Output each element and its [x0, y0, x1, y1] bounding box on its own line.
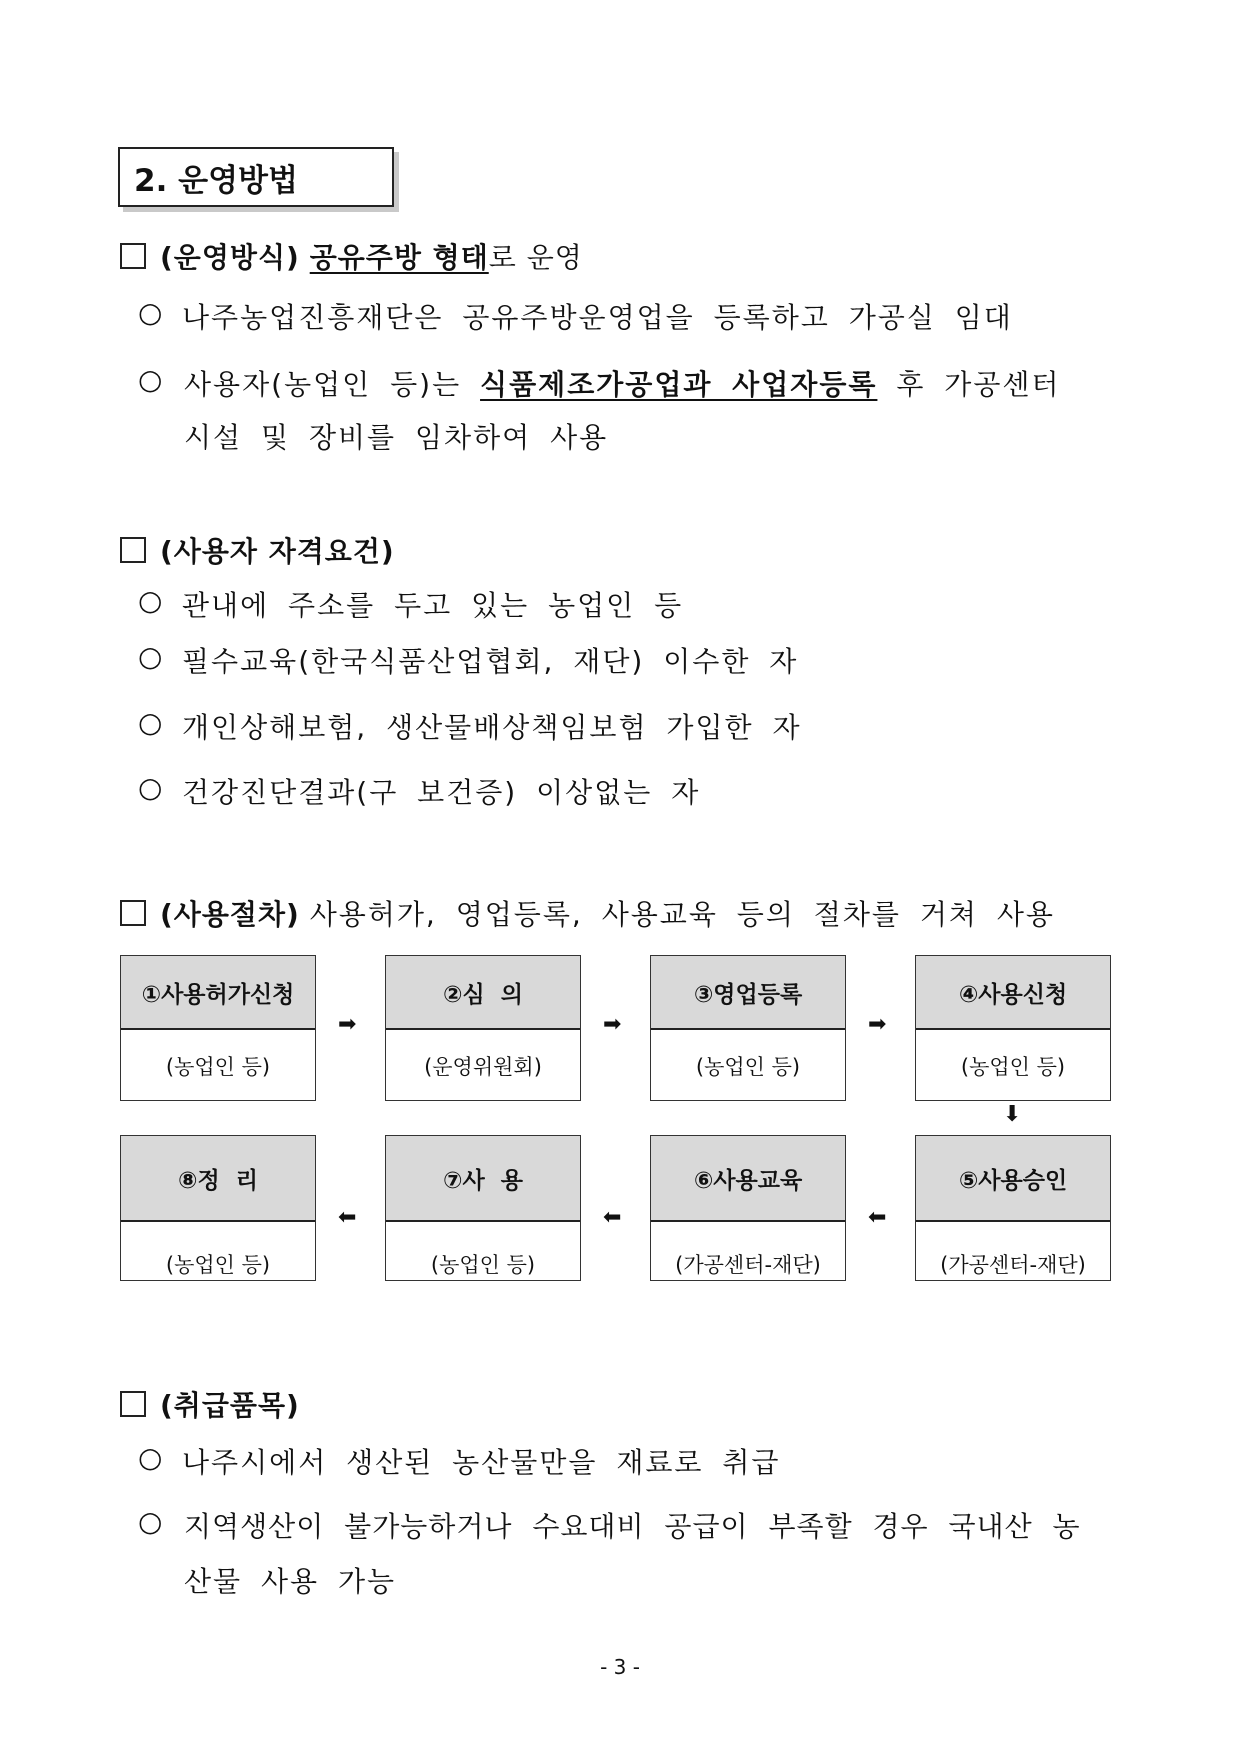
section-text: 로 운영 — [488, 241, 583, 274]
flow-step-title: ⑦사 용 — [386, 1136, 580, 1222]
bullet-text: 필수교육(한국식품산업협회, 재단) 이수한 자 — [182, 645, 799, 678]
bullet-text — [184, 363, 1060, 403]
checkbox-square-icon — [120, 900, 146, 926]
flow-step-sub: (농업인 등) — [960, 1055, 1066, 1079]
bullet-circle-icon: ○ — [138, 584, 163, 617]
arrow-right-icon: ➡ — [603, 1012, 622, 1037]
flow-step-sub: (농업인 등) — [695, 1055, 801, 1079]
checkbox-square-icon — [120, 537, 146, 563]
bullet-circle-icon: ○ — [138, 640, 163, 673]
flow-step-title: ⑥사용교육 — [651, 1136, 845, 1222]
section-tag: (사용절차) — [160, 898, 300, 931]
flow-step-sub: (가공센터-재단) — [675, 1253, 821, 1277]
flow-step-sub: (농업인 등) — [165, 1253, 271, 1277]
section-heading: 2. 운영방법 — [118, 147, 394, 207]
flow-step-sub: (가공센터-재단) — [940, 1253, 1086, 1277]
bullet-circle-icon: ○ — [138, 296, 163, 329]
flow-step-4 — [915, 955, 1111, 1101]
flow-step-title: ⑤사용승인 — [916, 1136, 1110, 1222]
bullet-circle-icon: ○ — [138, 1441, 163, 1474]
bullet-circle-icon: ○ — [138, 1505, 163, 1538]
bullet-text: 나주시에서 생산된 농산물만을 재료로 취급 — [182, 1446, 781, 1479]
arrow-left-icon: ⬅ — [868, 1205, 887, 1230]
page-number: - 3 - — [600, 1655, 640, 1679]
arrow-right-icon: ➡ — [338, 1012, 357, 1037]
arrow-left-icon: ⬅ — [338, 1205, 357, 1230]
flow-step-title: ①사용허가신청 — [121, 956, 315, 1030]
bullet-circle-icon: ○ — [138, 363, 163, 396]
flow-step-2 — [385, 955, 581, 1101]
underlined-text: 식품제조가공업과 사업자등록 — [480, 368, 878, 401]
bullet-text: 건강진단결과(구 보건증) 이상없는 자 — [182, 776, 701, 809]
flow-step-title: ⑧정 리 — [121, 1136, 315, 1222]
bullet-continuation: 산물 사용 가능 — [184, 1565, 397, 1598]
section-operation-method — [120, 236, 583, 276]
section-text: 사용허가, 영업등록, 사용교육 등의 절차를 거쳐 사용 — [309, 898, 1055, 931]
section-usage-procedure — [120, 893, 1055, 933]
bullet-circle-icon: ○ — [138, 771, 163, 804]
flow-step-sub: (농업인 등) — [430, 1253, 536, 1277]
bullet-text-prefix: 사용자(농업인 등)는 — [184, 368, 462, 401]
bullet-text-suffix: 후 가공센터 — [896, 368, 1061, 401]
section-tag: (사용자 자격요건) — [160, 535, 395, 568]
flow-step-6 — [650, 1135, 846, 1281]
flow-step-sub: (운영위원회) — [424, 1055, 542, 1079]
section-tag: (운영방식) — [160, 241, 300, 274]
section-user-qualification — [120, 530, 395, 570]
bullet-text: 개인상해보험, 생산물배상책임보험 가입한 자 — [182, 711, 802, 744]
flow-step-sub: (농업인 등) — [165, 1055, 271, 1079]
arrow-left-icon: ⬅ — [603, 1205, 622, 1230]
flow-step-5 — [915, 1135, 1111, 1281]
checkbox-square-icon — [120, 1391, 146, 1417]
underlined-text: 공유주방 형태 — [309, 241, 489, 274]
flow-step-1 — [120, 955, 316, 1101]
flow-step-7 — [385, 1135, 581, 1281]
bullet-text: 지역생산이 불가능하거나 수요대비 공급이 부족할 경우 국내산 농 — [184, 1510, 1081, 1543]
flow-step-title: ②심 의 — [386, 956, 580, 1030]
flow-step-title: ③영업등록 — [651, 956, 845, 1030]
flow-step-8 — [120, 1135, 316, 1281]
arrow-right-icon: ➡ — [868, 1012, 887, 1037]
flow-step-3 — [650, 955, 846, 1101]
arrow-down-icon: ⬇ — [1003, 1102, 1022, 1127]
bullet-text: 관내에 주소를 두고 있는 농업인 등 — [182, 589, 684, 622]
section-handled-items — [120, 1384, 300, 1424]
bullet-text: 나주농업진흥재단은 공유주방운영업을 등록하고 가공실 임대 — [182, 301, 1013, 334]
section-tag: (취급품목) — [160, 1389, 300, 1422]
flow-step-title: ④사용신청 — [916, 956, 1110, 1030]
bullet-circle-icon: ○ — [138, 706, 163, 739]
checkbox-square-icon — [120, 243, 146, 269]
bullet-continuation: 시설 및 장비를 임차하여 사용 — [184, 421, 609, 454]
